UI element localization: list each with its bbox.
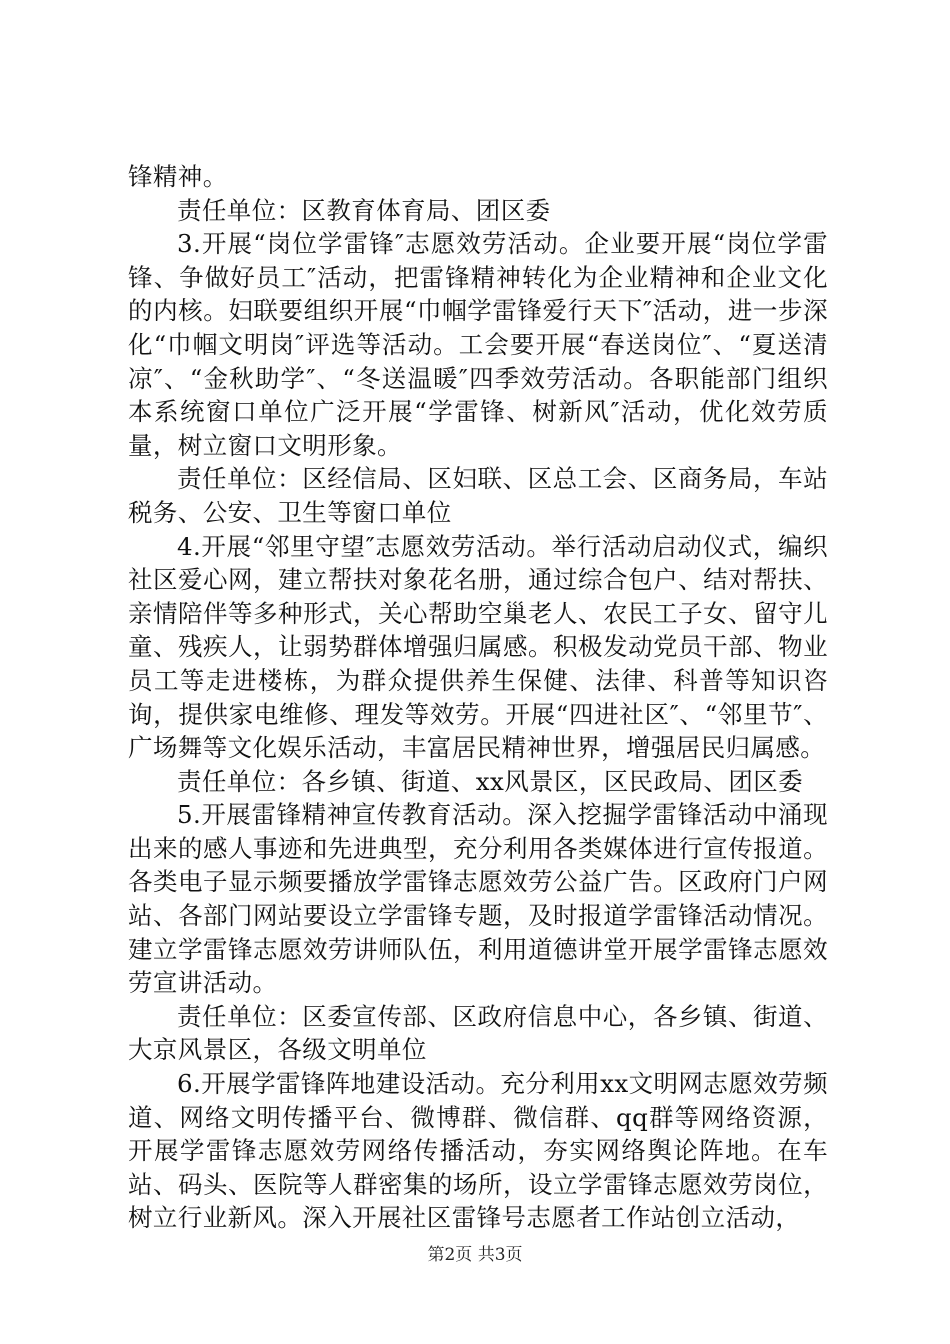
- responsible-units-economy: 责任单位：区经信局、区妇联、区总工会、区商务局，车站税务、公安、卫生等窗口单位: [128, 464, 828, 527]
- responsible-units-townships: 责任单位：各乡镇、街道、xx风景区，区民政局、团区委: [177, 766, 804, 796]
- item-3-post-volunteer-service: 3.开展“岗位学雷锋″志愿效劳活动。企业要开展“岗位学雷锋、争做好员工″活动，把雷锋精神转化为企业精神和企业文化的内核。妇联要组织开展“巾帼学雷锋爱行天下″活动，进一步深化“巾帼文明岗″评选等活动。工会要开展“春送岗位″、“夏送清凉″、“金秋助学″、“冬送温暖″四季效劳活动。各职能部门组织本系统窗口单位广泛开展“学雷锋、树新风″活动，优化效劳质量，树立窗口文明形象。: [128, 229, 828, 460]
- page-number: 第2页 共3页: [427, 1245, 523, 1265]
- item-5-publicity-education: 5.开展雷锋精神宣传教育活动。深入挖掘学雷锋活动中涌现出来的感人事迹和先进典型，充分利用各类媒体进行宣传报道。各类电子显示频要播放学雷锋志愿效劳公益广告。区政府门户网站、各部门网站要设立学雷锋专题，及时报道学雷锋活动情况。建立学雷锋志愿效劳讲师队伍，利用道德讲堂开展学雷锋志愿效劳宣讲活动。: [128, 800, 828, 998]
- responsible-units-publicity: 责任单位：区委宣传部、区政府信息中心，各乡镇、街道、大京风景区，各级文明单位: [128, 1001, 828, 1065]
- item-6-position-building: 6.开展学雷锋阵地建设活动。充分利用xx文明网志愿效劳频道、网络文明传播平台、微博群、微信群、qq群等网络资源，开展学雷锋志愿效劳网络传播活动，夯实网络舆论阵地。在车站、码头、医院等人群密集的场所，设立学雷锋志愿效劳岗位，树立行业新风。深入开展社区雷锋号志愿者工作站创立活动，: [128, 1069, 828, 1233]
- item-4-neighborhood-watch: 4.开展“邻里守望″志愿效劳活动。举行活动启动仪式，编织社区爱心网，建立帮扶对象花名册，通过综合包户、结对帮扶、亲情陪伴等多种形式，关心帮助空巢老人、农民工子女、留守儿童、残疾人，让弱势群体增强归属感。积极发动党员干部、物业员工等走进楼栋，为群众提供养生保健、法律、科普等知识咨询，提供家电维修、理发等效劳。开展“四进社区″、“邻里节″、广场舞等文化娱乐活动，丰富居民精神世界，增强居民归属感。: [128, 531, 828, 763]
- responsible-units-education: 责任单位：区教育体育局、团区委: [177, 195, 551, 225]
- paragraph-continuation: 锋精神。: [128, 162, 228, 191]
- document-body: [128, 160, 828, 1235]
- page-footer: [0, 1244, 950, 1266]
